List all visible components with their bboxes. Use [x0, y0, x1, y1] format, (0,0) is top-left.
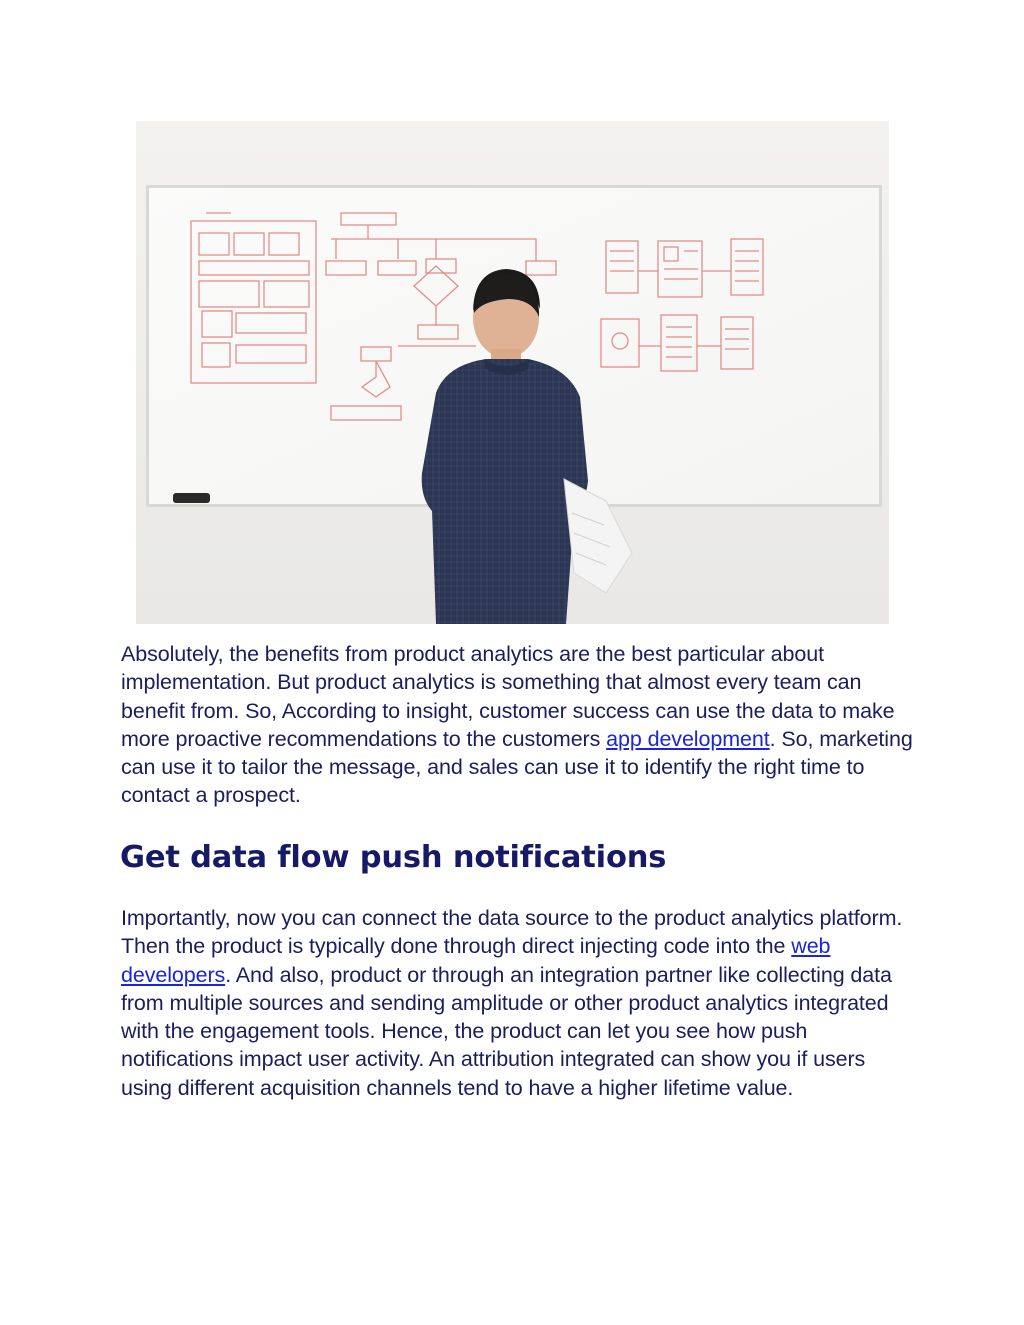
paragraph1-text-end: . So, marketing can use it to tailor the message, and sales can use it to identify the right time to contact a prospect. — [121, 726, 913, 808]
paragraph-product-analytics-benefits — [121, 640, 921, 810]
paragraph1-text-start: Absolutely, the benefits from product analytics are the best particular about implementation. But product analytics is something that almost every team can benefit from. So, According to insight, customer success can use the data to make more proactive recommendations to the customers — [121, 642, 895, 751]
whiteboard-photo — [136, 121, 889, 624]
paragraph2-text-start: Importantly, now you can connect the data source to the product analytics platform. Then the product is typically done through direct injecting code into the — [121, 906, 903, 959]
section-heading: Get data flow push notifications — [120, 840, 667, 875]
paragraph2-text-end: . And also, product or through an integration partner like collecting data from multiple sources and sending amplitude or other product analytics integrated with the engagement tools. Hence, the product can let you see how push notifications impact user activity. An attribution integrated can show you if users using different acquisition channels tend to have a higher lifetime value. — [121, 962, 892, 1100]
app-development-link[interactable]: app development — [606, 726, 770, 751]
paragraph-data-source-connection — [121, 904, 921, 1102]
web-developers-link[interactable]: web developers — [121, 934, 831, 987]
